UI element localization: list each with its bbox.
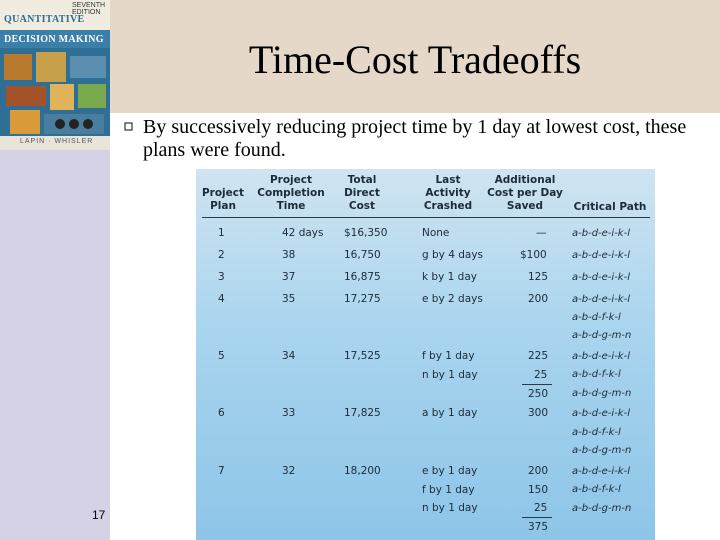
crashed-cell: e by 1 day: [422, 465, 478, 477]
cover-authors: LAPIN · WHISLER: [20, 138, 94, 145]
plan-cell: 1: [218, 227, 225, 239]
additional-cell: 200: [528, 293, 549, 305]
crashed-cell: n by 1 day: [422, 502, 478, 514]
critical-path-cell: a-b-d-f-k-l: [572, 369, 621, 380]
cover-edition-label: SEVENTH EDITION: [72, 2, 106, 16]
additional-total-cell: 250: [528, 388, 549, 400]
slide-title: Time-Cost Tradeoffs: [248, 37, 582, 82]
plan-cell: 5: [218, 350, 225, 362]
cover-collage-graphic: [0, 48, 110, 138]
time-cell: 37: [282, 271, 296, 283]
additional-cell: —: [536, 227, 547, 239]
cost-cell: 17,825: [344, 407, 381, 419]
time-cell: 42 days: [282, 227, 324, 239]
crashed-cell: f by 1 day: [422, 350, 475, 362]
plan-cell: 2: [218, 249, 225, 261]
cost-cell: 18,200: [344, 465, 381, 477]
critical-path-cell: a-b-d-e-i-k-l: [572, 408, 630, 419]
time-cell: 38: [282, 249, 296, 261]
header-text: Activity: [425, 187, 471, 199]
critical-path-cell: a-b-d-e-i-k-l: [572, 250, 630, 261]
additional-cell: 25: [534, 369, 548, 381]
cover-title-line2: DECISION MAKING: [4, 34, 104, 45]
header-text: Project: [201, 187, 245, 199]
header-critical-path: [566, 201, 654, 214]
critical-path-cell: a-b-d-f-k-l: [572, 427, 621, 438]
book-cover-image: [0, 0, 110, 150]
cost-cell: 17,525: [344, 350, 381, 362]
header-text: Additional: [494, 174, 556, 186]
header-project-plan: [198, 187, 248, 213]
cost-cell: 16,750: [344, 249, 381, 261]
cost-cell: $16,350: [344, 227, 388, 239]
time-cell: 32: [282, 465, 296, 477]
header-text: Last: [435, 174, 461, 186]
additional-cell: 200: [528, 465, 549, 477]
critical-path-cell: a-b-d-e-i-k-l: [572, 272, 630, 283]
header-text: Saved: [506, 200, 544, 212]
critical-path-cell: a-b-d-f-k-l: [572, 312, 621, 323]
plan-cell: 4: [218, 293, 225, 305]
crashed-cell: a by 1 day: [422, 407, 478, 419]
critical-path-cell: a-b-d-g-m-n: [572, 445, 632, 456]
additional-cell: 25: [534, 502, 548, 514]
header-completion-time: [254, 174, 328, 213]
header-text: Completion: [257, 187, 325, 199]
critical-path-cell: a-b-d-g-m-n: [572, 388, 632, 399]
additional-cell: 150: [528, 484, 549, 496]
header-divider: [202, 217, 650, 218]
header-text: Cost: [348, 200, 376, 212]
additional-cell: 125: [528, 271, 549, 283]
header-text: Direct: [344, 187, 380, 199]
bullet-text: By successively reducing project time by 1 day at lowest cost, these plans were found.: [143, 116, 687, 161]
square-bullet-icon: [124, 122, 134, 134]
additional-cell: $100: [520, 249, 547, 261]
sum-rule: [522, 517, 552, 518]
plan-cell: 6: [218, 407, 225, 419]
header-text: Total: [347, 174, 377, 186]
additional-cell: 225: [528, 350, 549, 362]
cost-cell: 16,875: [344, 271, 381, 283]
plan-cell: 7: [218, 465, 225, 477]
cost-cell: 17,275: [344, 293, 381, 305]
critical-path-cell: a-b-d-e-i-k-l: [572, 351, 630, 362]
crashed-cell: g by 4 days: [422, 249, 484, 261]
header-text: Plan: [210, 200, 236, 212]
critical-path-cell: a-b-d-g-m-n: [572, 330, 632, 341]
critical-path-cell: a-b-d-f-k-l: [572, 484, 621, 495]
additional-total-cell: 375: [528, 521, 549, 533]
header-text: Crashed: [423, 200, 473, 212]
critical-path-cell: a-b-d-e-i-k-l: [572, 466, 630, 477]
header-text: Critical Path: [573, 201, 647, 213]
crashed-cell: f by 1 day: [422, 484, 475, 496]
header-text: Time: [276, 200, 306, 212]
time-cost-table: [196, 169, 655, 540]
header-activity-crashed: [416, 174, 480, 213]
page-number: 17: [92, 508, 106, 522]
plan-cell: 3: [218, 271, 225, 283]
additional-cell: 300: [528, 407, 549, 419]
crashed-cell: k by 1 day: [422, 271, 477, 283]
header-text: Project: [269, 174, 313, 186]
sum-rule: [522, 384, 552, 385]
header-text: Cost per Day: [487, 187, 563, 199]
critical-path-cell: a-b-d-g-m-n: [572, 503, 632, 514]
crashed-cell: None: [422, 227, 450, 239]
header-cost-per-day-saved: [486, 174, 564, 213]
time-cell: 33: [282, 407, 296, 419]
critical-path-cell: a-b-d-e-i-k-l: [572, 294, 630, 305]
cover-title-line1: QUANTITATIVE: [4, 14, 85, 25]
crashed-cell: n by 1 day: [422, 369, 478, 381]
header-direct-cost: [334, 174, 390, 213]
crashed-cell: e by 2 days: [422, 293, 483, 305]
critical-path-cell: a-b-d-e-i-k-l: [572, 228, 630, 239]
time-cell: 34: [282, 350, 296, 362]
time-cell: 35: [282, 293, 296, 305]
